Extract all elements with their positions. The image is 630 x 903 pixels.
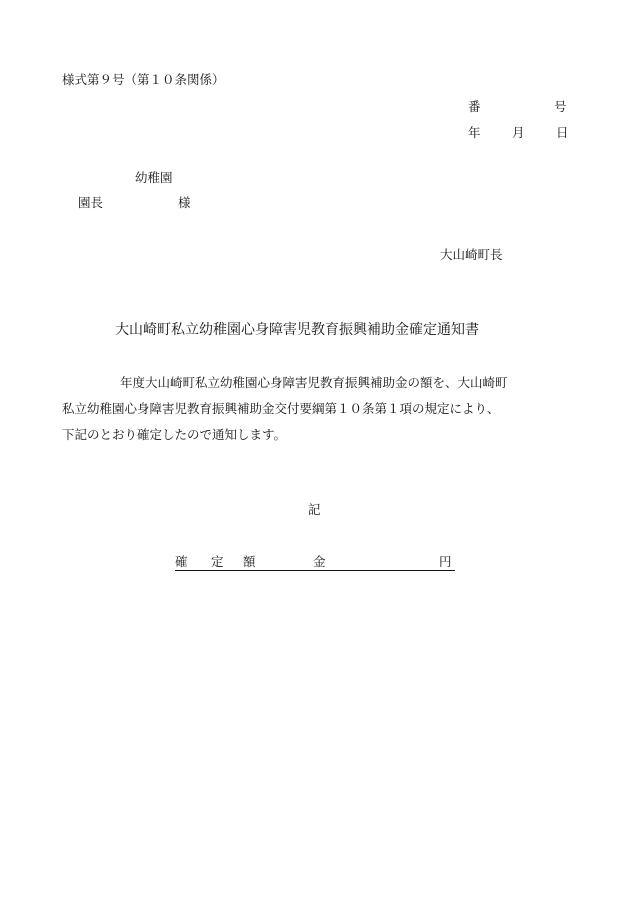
confirmed-amount-row	[175, 552, 455, 571]
form-number: 様式第９号（第１０条関係）	[62, 72, 225, 87]
amount-currency-suffix: 円	[439, 554, 452, 569]
recipient-organization: 幼稚園	[135, 170, 173, 185]
recipient-honorific: 様	[178, 195, 191, 210]
amount-label-char: 確	[175, 554, 188, 569]
body-line: 下記のとおり確定したので通知します。	[62, 427, 287, 442]
recipient-title: 園長	[78, 195, 104, 210]
amount-label-char: 定	[211, 554, 224, 569]
body-line: 私立幼稚園心身障害児教育振興補助金交付要綱第１０条第１項の規定により、	[62, 401, 500, 416]
date-month: 月	[512, 125, 525, 140]
body-line: 年度大山崎町私立幼稚園心身障害児教育振興補助金の額を、大山崎町	[120, 375, 508, 390]
document-title: 大山崎町私立幼稚園心身障害児教育振興補助金確定通知書	[115, 322, 479, 338]
document-number-label: 番	[468, 99, 481, 114]
ki-heading: 記	[308, 502, 321, 517]
sender-name: 大山崎町長	[440, 247, 503, 262]
amount-label-char: 額	[243, 554, 256, 569]
body-text	[62, 370, 572, 448]
amount-currency-prefix: 金	[313, 554, 326, 569]
date-day: 日	[556, 125, 569, 140]
document-number-suffix: 号	[554, 99, 567, 114]
date-year: 年	[468, 125, 481, 140]
